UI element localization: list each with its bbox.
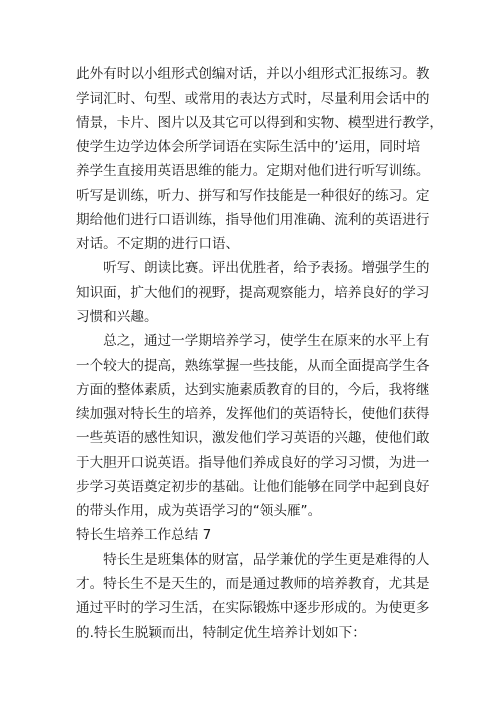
body-text-line: 于大胆开口说英语。指导他们养成良好的学习习惯，为进一 [76, 455, 430, 471]
body-text-line: 此外有时以小组形式创编对话，并以小组形式汇报练习。教 [76, 66, 430, 82]
body-text-line: 的.特长生脱颖而出，特制定优生培养计划如下： [76, 625, 366, 641]
body-text-line: 才。特长生不是天生的，而是通过教师的培养教育，尤其是 [76, 576, 430, 592]
body-text-line: 情景，卡片、图片以及其它可以得到和实物、模型进行教学， [76, 115, 444, 131]
body-text-line: 特长生是班集体的财富，品学兼优的学生更是难得的人 [76, 552, 430, 568]
body-text-line: 总之，通过一学期培养学习，使学生在原来的水平上有 [76, 333, 430, 349]
body-text-line: 步学习英语奠定初步的基础。让他们能够在同学中起到良好 [76, 479, 430, 495]
body-text-line: 期给他们进行口语训练，指导他们用准确、流利的英语进行 [76, 212, 430, 228]
body-text-line: 学词汇时、句型、或常用的表达方式时，尽量利用会话中的 [76, 91, 430, 107]
body-text-line: 一些英语的感性知识，激发他们学习英语的兴趣，使他们敢 [76, 430, 430, 446]
body-text-line: 方面的整体素质，达到实施素质教育的目的，今后，我将继 [76, 382, 430, 398]
body-text-line: 一个较大的提高，熟练掌握一些技能，从而全面提高学生各 [76, 358, 430, 374]
body-text-line: 对话。不定期的进行口语、 [76, 236, 240, 252]
body-text-line: 使学生边学边体会所学词语在实际生活中的’运用，同时培 [76, 139, 421, 155]
body-text-line: 通过平时的学习生活，在实际锻炼中逐步形成的。为使更多 [76, 600, 430, 616]
body-text-line: 习惯和兴趣。 [76, 309, 158, 325]
body-text-line: 续加强对特长生的培养，发挥他们的英语特长，使他们获得 [76, 406, 430, 422]
body-text-line: 的带头作用，成为英语学习的“领头雁”。 [76, 503, 322, 519]
body-text-line: 听写是训练，听力、拼写和写作技能是一种很好的练习。定 [76, 188, 430, 204]
body-text-line: 知识面，扩大他们的视野，提高观察能力，培养良好的学习 [76, 285, 430, 301]
body-text-line: 养学生直接用英语思维的能力。定期对他们进行听写训练。 [76, 163, 430, 179]
section-heading: 特长生培养工作总结 7 [76, 527, 212, 543]
body-text-line: 听写、朗读比赛。评出优胜者，给予表扬。增强学生的 [76, 260, 430, 276]
